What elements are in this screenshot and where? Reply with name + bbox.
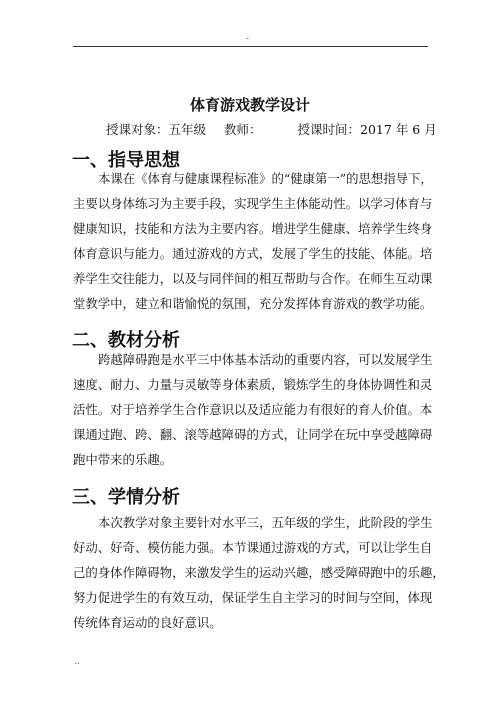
meta-object: 授课对象：五年级 xyxy=(106,122,207,137)
paragraph-line: 本次教学对象主要针对水平三，五年级的学生，此阶段的学生 xyxy=(98,515,433,530)
paragraph-line: 主要以身体练习为主要手段，实现学生主体能动性。以学习体育与 xyxy=(73,196,433,211)
paragraph-line: 体育意识与能力。通过游戏的方式，发展了学生的技能、体能。培 xyxy=(73,246,433,261)
paragraph-line: 养学生交往能力，以及与同伴间的相互帮助与合作。在师生互动课 xyxy=(73,271,433,286)
paragraph-line: 堂教学中，建立和谐愉悦的氛围，充分发挥体育游戏的教学功能。 xyxy=(73,296,433,311)
paragraph-line: 活性。对于培养学生合作意识以及适应能力有很好的育人价值。本 xyxy=(73,402,433,417)
paragraph-line: 本课在《体育与健康课程标准》的“健康第一”的思想指导下， xyxy=(98,171,433,186)
paragraph-line: 努力促进学生的有效互动，保证学生自主学习的时间与空间，体现 xyxy=(73,590,433,605)
paragraph-line: 传统体育运动的良好意识。 xyxy=(73,615,222,630)
paragraph-line: 跨越障碍跑是水平三中体基本活动的重要内容，可以发展学生 xyxy=(98,352,433,367)
paragraph-line: 速度、耐力、力量与灵敏等身体素质，锻炼学生的身体协调性和灵 xyxy=(73,377,433,392)
document-title: 体育游戏教学设计 xyxy=(189,96,310,114)
paragraph-line: 健康知识，技能和方法为主要内容。增进学生健康、培养学生终身 xyxy=(73,221,433,236)
paragraph-line: 好动、好奇、模仿能力强。本节课通过游戏的方式，可以让学生自 xyxy=(73,540,433,555)
section-body-guiding-thought xyxy=(73,166,433,316)
header-rule xyxy=(73,46,428,47)
header-mark: - xyxy=(246,34,250,44)
section-heading-student-analysis: 三、学情分析 xyxy=(72,487,180,508)
meta-time: 授课时间：2017 年 6 月 xyxy=(297,122,437,137)
footer-mark: .. xyxy=(74,657,80,667)
section-body-student-analysis xyxy=(73,510,445,635)
section-heading-material-analysis: 二、教材分析 xyxy=(72,330,180,351)
paragraph-line: 己的身体作障碍物，来激发学生的运动兴趣，感受障碍跑中的乐趣， xyxy=(73,565,445,580)
section-heading-guiding-thought: 一、指导思想 xyxy=(72,150,180,171)
paragraph-line: 课通过跑、跨、翻、滚等越障碍的方式，让同学在玩中享受越障碍 xyxy=(73,427,433,442)
section-body-material-analysis xyxy=(73,347,433,472)
meta-teacher: 教师： xyxy=(224,122,262,137)
paragraph-line: 跑中带来的乐趣。 xyxy=(73,452,173,467)
lesson-meta xyxy=(106,120,437,138)
